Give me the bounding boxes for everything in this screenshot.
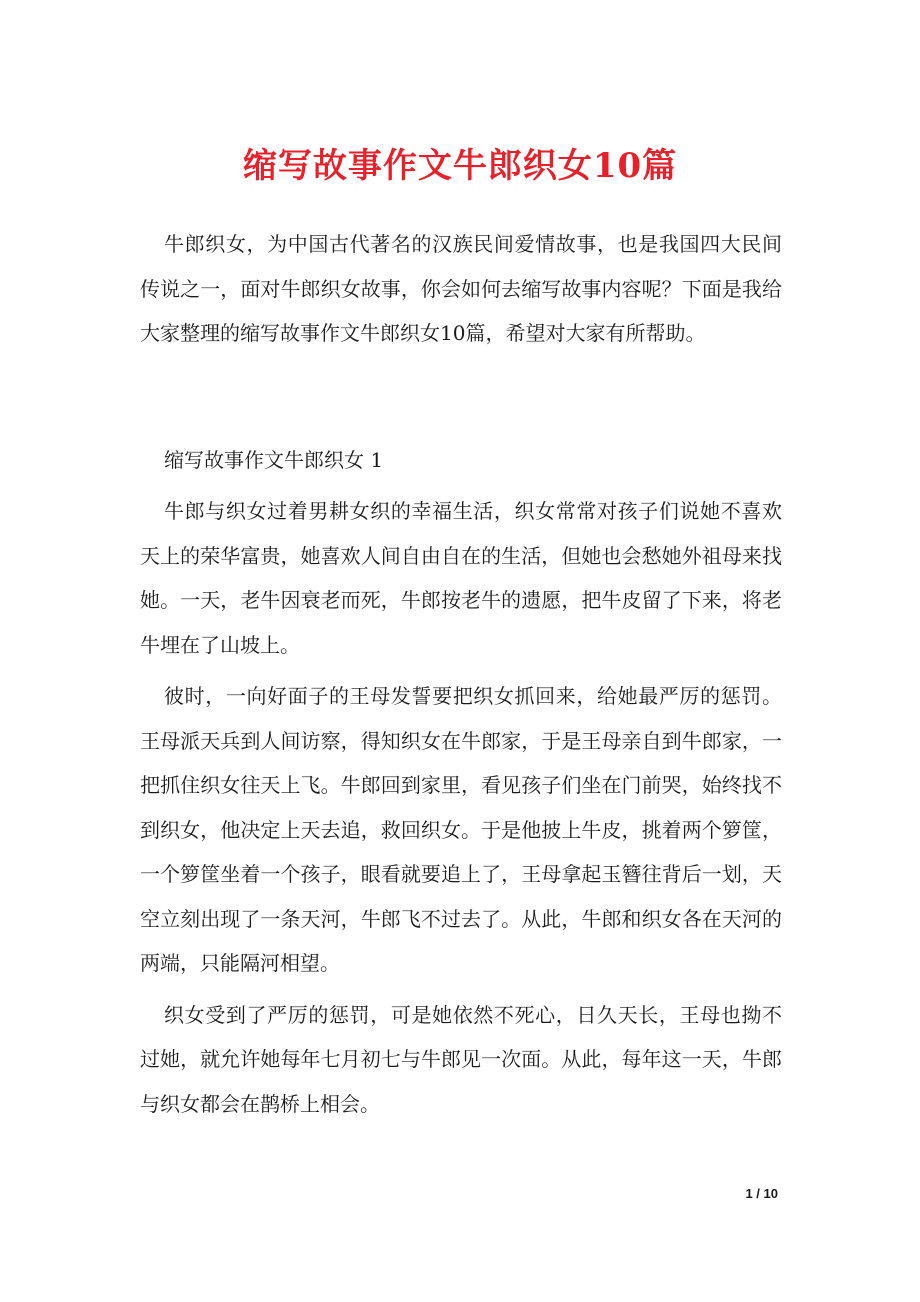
section-heading: 缩写故事作文牛郎织女 1 <box>164 447 384 472</box>
document-body <box>140 222 782 1133</box>
body-paragraph-3: 织女受到了严厉的惩罚，可是她依然不死心，日久天长，王母也拗不过她，就允许她每年七月初七与牛郎见一次面。从此，每年这一天，牛郎与织女都会在鹊桥上相会。 <box>140 1002 782 1116</box>
body-paragraph-1: 牛郎与织女过着男耕女织的幸福生活，织女常常对孩子们说她不喜欢天上的荣华富贵，她喜欢人间自由自在的生活，但她也会愁她外祖母来找她。一天，老牛因衰老而死，牛郎按老牛的遗愿，把牛皮留了下来，将老牛埋在了山坡上。 <box>140 499 782 657</box>
document-title: 缩写故事作文牛郎织女10篇 <box>242 146 678 186</box>
body-paragraph-2: 彼时，一向好面子的王母发誓要把织女抓回来，给她最严厉的惩罚。王母派天兵到人间访察，得知织女在牛郎家，于是王母亲自到牛郎家，一把抓住织女往天上飞。牛郎回到家里，看见孩子们坐在门前哭，始终找不到织女，他决定上天去追，救回织女。于是他披上牛皮，挑着两个箩筐，一个箩筐坐着一个孩子，眼看就要追上了，王母拿起玉簪往背后一划，天空立刻出现了一条天河，牛郎飞不过去了。从此，牛郎和织女各在天河的两端，只能隔河相望。 <box>140 684 782 975</box>
intro-paragraph: 牛郎织女，为中国古代著名的汉族民间爱情故事，也是我国四大民间传说之一，面对牛郎织女故事，你会如何去缩写故事内容呢？下面是我给大家整理的缩写故事作文牛郎织女10篇，希望对大家有所帮助。 <box>140 232 782 345</box>
page-number: 1 / 10 <box>745 1186 778 1201</box>
